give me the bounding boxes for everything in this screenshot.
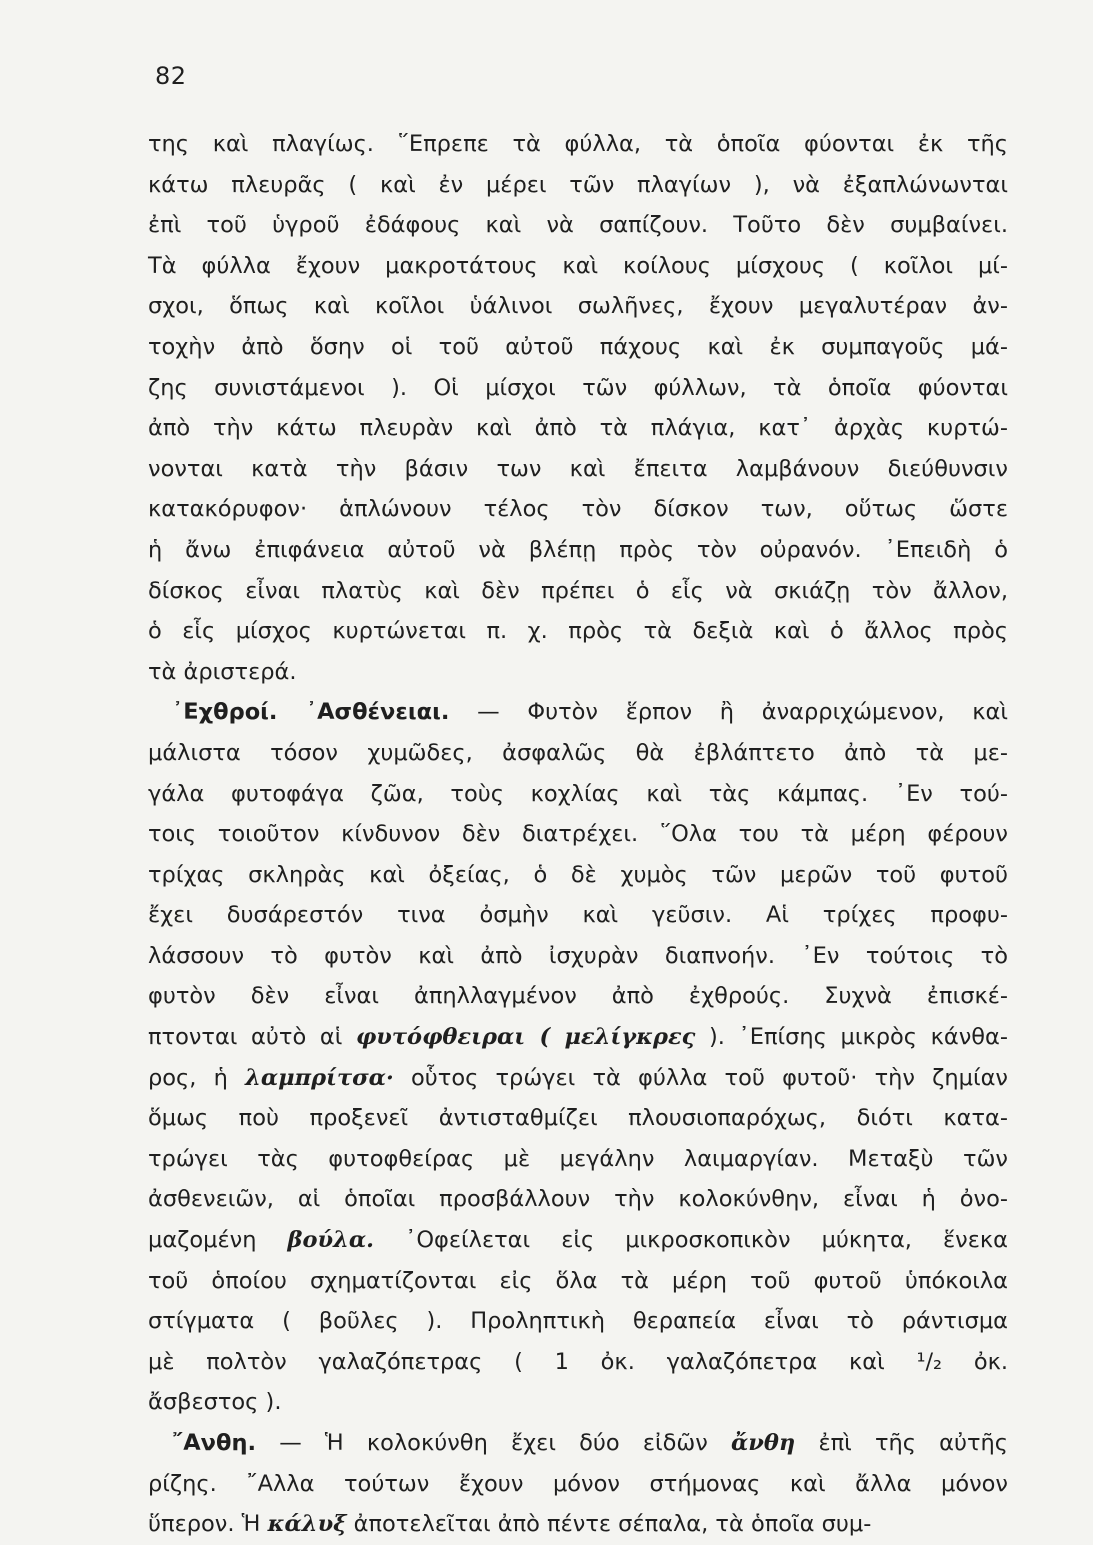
text-segment: τοχὴν ἀπὸ ὅσην οἱ τοῦ αὐτοῦ πάχους καὶ ἐκ συμπαγοῦς μά- [148, 333, 1008, 360]
section-heading: ᾽Εχθροί. ᾽Ασθένειαι. [172, 699, 450, 726]
body-text [148, 124, 1008, 1545]
text-line [148, 1423, 1008, 1464]
text-segment: νονται κατὰ τὴν βάσιν των καὶ ἔπειτα λαμβάνουν διεύθυνσιν [148, 455, 1008, 482]
text-line [148, 976, 1008, 1017]
text-segment: ὕπερον. Ἡ [148, 1511, 268, 1538]
text-segment: ἔχει δυσάρεστόν τινα ὀσμὴν καὶ γεῦσιν. Αἱ τρίχες προφυ- [148, 902, 1008, 929]
text-segment: τὰ ἀριστερά. [148, 658, 297, 685]
text-line [148, 774, 1008, 815]
text-line [148, 814, 1008, 855]
text-segment: της καὶ πλαγίως. ῞Επρεπε τὰ φύλλα, τὰ ὁποῖα φύονται ἐκ τῆς [148, 131, 1008, 157]
text-line [148, 1098, 1008, 1139]
section-heading: ῎Ανθη. [172, 1430, 257, 1456]
text-segment: ζης συνιστάμενοι ). Οἱ μίσχοι τῶν φύλλων, τὰ ὁποῖα φύονται [148, 374, 1008, 401]
text-line [148, 1179, 1008, 1220]
text-segment: ἐπὶ τῆς αὐτῆς [795, 1430, 1009, 1456]
text-segment: — Φυτὸν ἕρπον ἢ ἀναρριχώμενον, καὶ [449, 699, 1008, 726]
text-line [148, 246, 1008, 287]
text-segment: ἀσθενειῶν, αἱ ὁποῖαι προσβάλλουν τὴν κολοκύνθην, εἶναι ἡ ὀνο- [148, 1186, 1008, 1213]
text-line [148, 408, 1008, 449]
text-line [148, 733, 1008, 774]
text-segment: τοῦ ὁποίου σχηματίζονται εἰς ὅλα τὰ μέρη τοῦ φυτοῦ ὑπόκοιλα [148, 1267, 1008, 1294]
text-segment: πτονται αὐτὸ αἱ [148, 1024, 356, 1051]
text-segment: στίγματα ( βοῦλες ). Προληπτικὴ θεραπεία εἶναι τὸ ράντισμα [148, 1308, 1008, 1335]
emphasized-term: βούλα. [287, 1227, 375, 1254]
text-line [148, 124, 1008, 165]
text-segment: ρος, ἡ [148, 1064, 246, 1091]
text-line [148, 652, 1008, 693]
text-line [148, 286, 1008, 327]
emphasized-term: λαμπρίτσα· [245, 1064, 394, 1091]
text-segment: μὲ πολτὸν γαλαζόπετρας ( 1 ὀκ. γαλαζόπετρα καὶ ¹/₂ ὀκ. [148, 1348, 1008, 1375]
text-line [148, 449, 1008, 490]
text-line [148, 1504, 1008, 1545]
text-segment: ἡ ἄνω ἐπιφάνεια αὐτοῦ νὰ βλέπῃ πρὸς τὸν οὐρανόν. ᾽Επειδὴ ὁ [148, 536, 1008, 563]
text-segment: ). ᾽Επίσης μικρὸς κάνθα- [695, 1024, 1008, 1051]
emphasized-term: ἄνθη [730, 1430, 796, 1456]
text-segment: κατακόρυφον· ἁπλώνουν τέλος τὸν δίσκον των, οὕτως ὥστε [148, 496, 1008, 523]
text-line [148, 895, 1008, 936]
text-segment: σχοι, ὅπως καὶ κοῖλοι ὑάλινοι σωλῆνες, ἔχουν μεγαλυτέραν ἀν- [148, 293, 1008, 320]
emphasized-term: κάλυξ [267, 1511, 347, 1538]
text-segment: ἀπὸ τὴν κάτω πλευρὰν καὶ ἀπὸ τὰ πλάγια, κατ᾽ ἀρχὰς κυρτώ- [148, 415, 1008, 442]
text-segment: ἀποτελεῖται ἀπὸ πέντε σέπαλα, τὰ ὁποῖα συμ- [346, 1511, 872, 1538]
text-line [148, 205, 1008, 246]
text-line [148, 489, 1008, 530]
text-line [148, 936, 1008, 977]
text-segment: ἄσβεστος ). [148, 1389, 282, 1416]
text-segment: λάσσουν τὸ φυτὸν καὶ ἀπὸ ἰσχυρὰν διαπνοήν. ᾽Εν τούτοις τὸ [148, 942, 1008, 969]
text-segment: τρώγει τὰς φυτοφθείρας μὲ μεγάλην λαιμαργίαν. Μεταξὺ τῶν [148, 1145, 1008, 1172]
text-segment: Τὰ φύλλα ἔχουν μακροτάτους καὶ κοίλους μίσχους ( κοῖλοι μί- [148, 252, 1008, 279]
text-line [148, 1139, 1008, 1180]
text-segment: φυτὸν δὲν εἶναι ἀπηλλαγμένον ἀπὸ ἐχθρούς. Συχνὰ ἐπισκέ- [148, 983, 1008, 1010]
text-line [148, 1382, 1008, 1423]
text-line [148, 1017, 1008, 1058]
text-line [148, 611, 1008, 652]
text-line [148, 855, 1008, 896]
text-line [148, 692, 1008, 733]
text-segment: τοις τοιοῦτον κίνδυνον δὲν διατρέχει. ῞Ολα του τὰ μέρη φέρουν [148, 821, 1008, 848]
text-line [148, 1261, 1008, 1302]
text-line [148, 1301, 1008, 1342]
text-segment: ᾽Οφείλεται εἰς μικροσκοπικὸν μύκητα, ἕνεκα [374, 1227, 1009, 1254]
text-segment: ἐπὶ τοῦ ὑγροῦ ἐδάφους καὶ νὰ σαπίζουν. Τοῦτο δὲν συμβαίνει. [148, 212, 1008, 239]
text-line [148, 1464, 1008, 1505]
text-line [148, 571, 1008, 612]
text-line [148, 1220, 1008, 1261]
text-line [148, 530, 1008, 571]
emphasized-term: φυτόφθειραι ( μελίγκρες [355, 1024, 696, 1051]
text-line [148, 368, 1008, 409]
text-line [148, 327, 1008, 368]
text-segment: — Ἡ κολοκύνθη ἔχει δύο εἰδῶν [256, 1430, 731, 1456]
text-segment: γάλα φυτοφάγα ζῶα, τοὺς κοχλίας καὶ τὰς κάμπας. ᾽Εν τού- [148, 780, 1008, 807]
text-segment: μάλιστα τόσον χυμῶδες, ἀσφαλῶς θὰ ἐβλάπτετο ἀπὸ τὰ με- [148, 739, 1008, 766]
text-line [148, 1058, 1008, 1099]
page-number: 82 [155, 62, 187, 90]
text-segment: ρίζης. ῎Αλλα τούτων ἔχουν μόνον στήμονας καὶ ἄλλα μόνον [148, 1470, 1008, 1497]
text-line [148, 165, 1008, 206]
text-segment: ὅμως ποὺ προξενεῖ ἀντισταθμίζει πλουσιοπαρόχως, διότι κατα- [148, 1105, 1008, 1132]
text-segment: τρίχας σκληρὰς καὶ ὀξείας, ὁ δὲ χυμὸς τῶν μερῶν τοῦ φυτοῦ [148, 861, 1008, 888]
text-line [148, 1342, 1008, 1383]
text-segment: μαζομένη [148, 1227, 288, 1254]
text-segment: οὗτος τρώγει τὰ φύλλα τοῦ φυτοῦ· τὴν ζημίαν [393, 1064, 1008, 1091]
text-segment: ὁ εἷς μίσχος κυρτώνεται π. χ. πρὸς τὰ δεξιὰ καὶ ὁ ἄλλος πρὸς [148, 618, 1008, 645]
text-segment: δίσκος εἶναι πλατὺς καὶ δὲν πρέπει ὁ εἷς νὰ σκιάζῃ τὸν ἄλλον, [148, 577, 1008, 604]
text-segment: κάτω πλευρᾶς ( καὶ ἐν μέρει τῶν πλαγίων ), νὰ ἐξαπλώνωνται [148, 171, 1008, 198]
